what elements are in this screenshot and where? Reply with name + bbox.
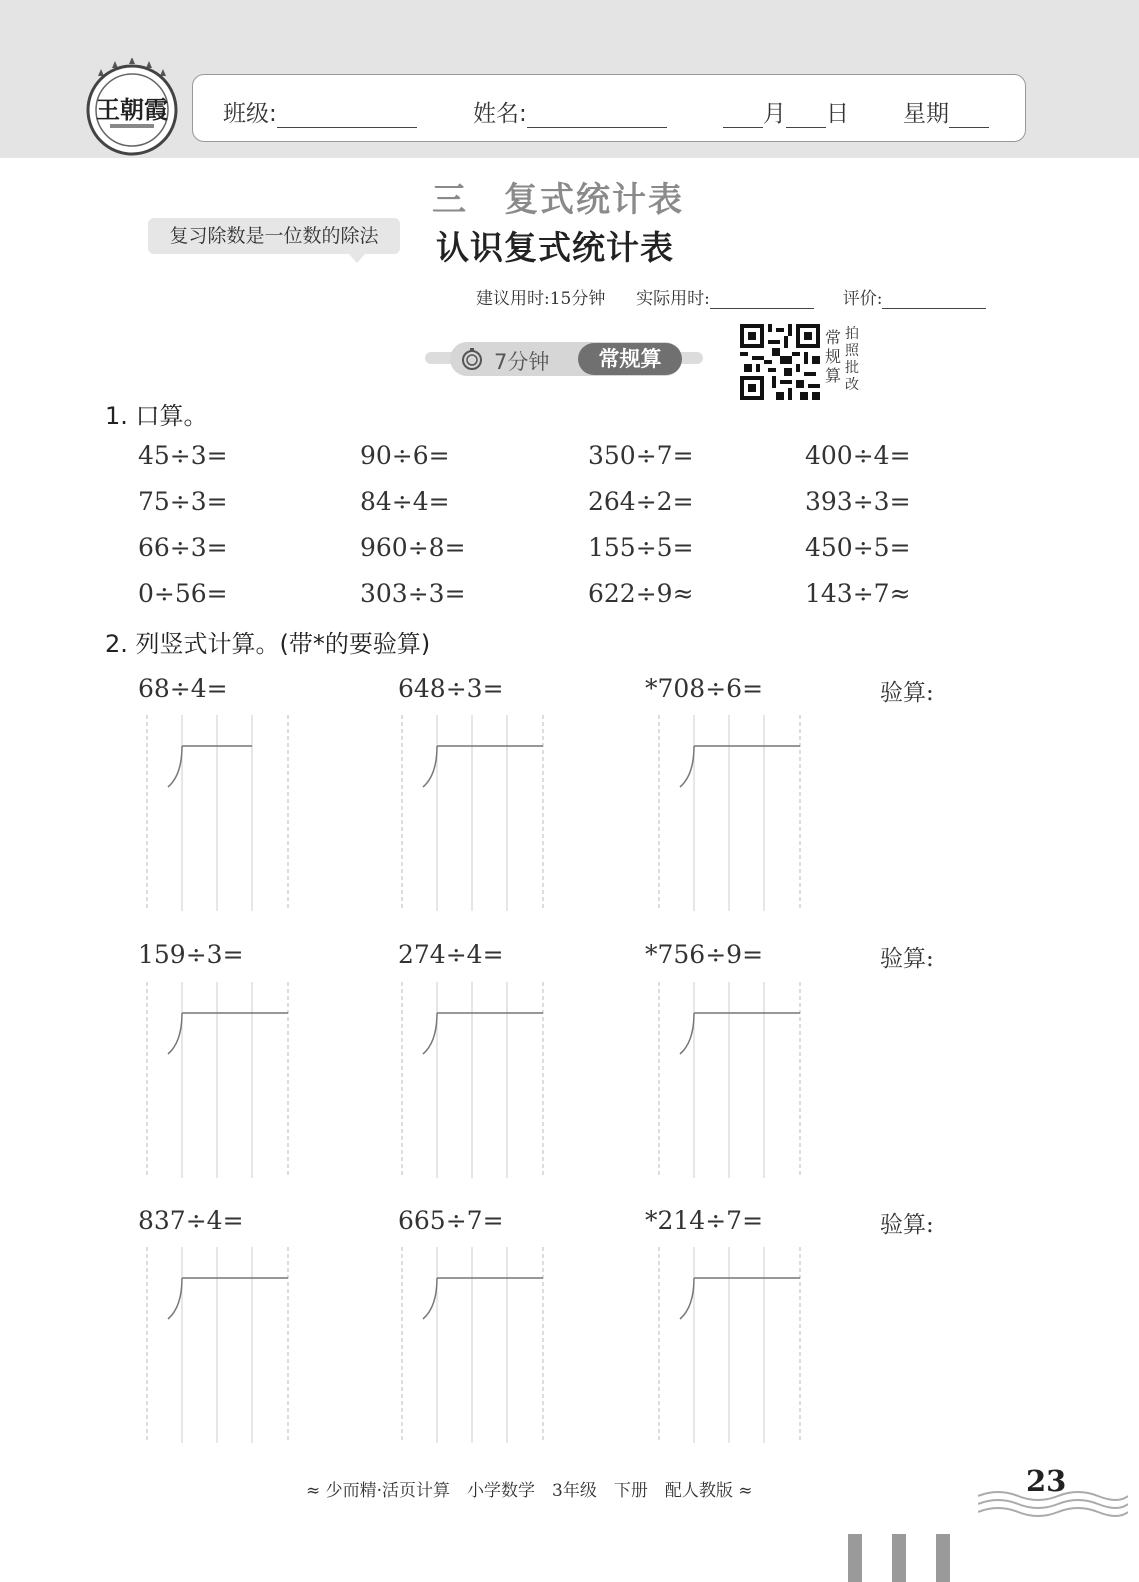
month-blank[interactable] [723,105,763,128]
unit-title: 三 复式统计表 [432,180,684,220]
stopwatch-icon [460,347,484,371]
class-label: 班级: [223,101,277,127]
oral-problem: 90÷6= [360,441,450,470]
footer-text: ≈ 少而精·活页计算 小学数学 3年级 下册 配人教版 ≈ [306,1481,753,1501]
edge-tab [892,1534,906,1582]
division-problem: 837÷4= [138,1206,244,1235]
svg-text:王朝霞: 王朝霞 [96,95,168,124]
month-label: 月 [763,101,786,127]
oral-problem: 155÷5= [588,533,694,562]
actual-time-label: 实际用时: [636,289,710,309]
long-division-grid[interactable] [140,982,300,1178]
section1-title: 1. 口算。 [105,402,208,430]
review-tag: 复习除数是一位数的除法 [148,218,400,254]
qr-caption-2: 拍照批改 [845,326,859,393]
edge-tab [848,1534,862,1582]
division-problem: 665÷7= [398,1206,504,1235]
suggested-time: 建议用时:15分钟 [476,289,606,309]
qr-code-icon[interactable] [740,324,820,400]
division-problem: *214÷7= [645,1206,764,1235]
student-info-box [192,74,1026,142]
long-division-grid[interactable] [140,1247,300,1443]
long-division-grid[interactable] [652,715,812,911]
evaluation-blank[interactable] [882,290,986,309]
evaluation-label: 评价: [842,289,883,309]
division-problem: 159÷3= [138,940,244,969]
long-division-grid[interactable] [395,715,555,911]
day-blank[interactable] [786,105,826,128]
long-division-grid[interactable] [140,715,300,911]
edge-tab [936,1534,950,1582]
long-division-grid[interactable] [395,982,555,1178]
oral-problem: 84÷4= [360,487,450,516]
long-division-grid[interactable] [395,1247,555,1443]
division-problem: 68÷4= [138,674,228,703]
section2-title: 2. 列竖式计算。(带*的要验算) [105,630,431,658]
class-blank[interactable] [277,105,417,128]
long-division-grid[interactable] [652,982,812,1178]
check-label: 验算: [880,946,934,972]
oral-problem: 143÷7≈ [805,579,911,608]
oral-problem: 66÷3= [138,533,228,562]
division-problem: 648÷3= [398,674,504,703]
oral-problem: 75÷3= [138,487,228,516]
oral-problem: 393÷3= [805,487,911,516]
oral-problem: 264÷2= [588,487,694,516]
check-label: 验算: [880,1212,934,1238]
oral-problem: 0÷56= [138,579,228,608]
oral-problem: 303÷3= [360,579,466,608]
day-label: 日 [826,101,849,127]
lesson-title: 认识复式统计表 [436,228,674,267]
oral-problem: 960÷8= [360,533,466,562]
division-problem: *708÷6= [645,674,764,703]
oral-problem: 400÷4= [805,441,911,470]
oral-problem: 622÷9≈ [588,579,694,608]
publisher-logo [84,58,180,158]
oral-problem: 45÷3= [138,441,228,470]
division-problem: 274÷4= [398,940,504,969]
actual-time-blank[interactable] [710,290,814,309]
week-blank[interactable] [949,105,989,128]
division-problem: *756÷9= [645,940,764,969]
oral-problem: 350÷7= [588,441,694,470]
week-label: 星期 [903,101,949,127]
name-blank[interactable] [527,105,667,128]
oral-problem: 450÷5= [805,533,911,562]
timer-label: 7分钟 [494,350,550,374]
name-label: 姓名: [473,101,527,127]
page-number: 23 [1026,1464,1067,1498]
check-label: 验算: [880,680,934,706]
long-division-grid[interactable] [652,1247,812,1443]
qr-caption-1: 常规算 [825,328,842,385]
mode-badge: 常规算 [578,343,682,375]
time-info [476,284,986,309]
